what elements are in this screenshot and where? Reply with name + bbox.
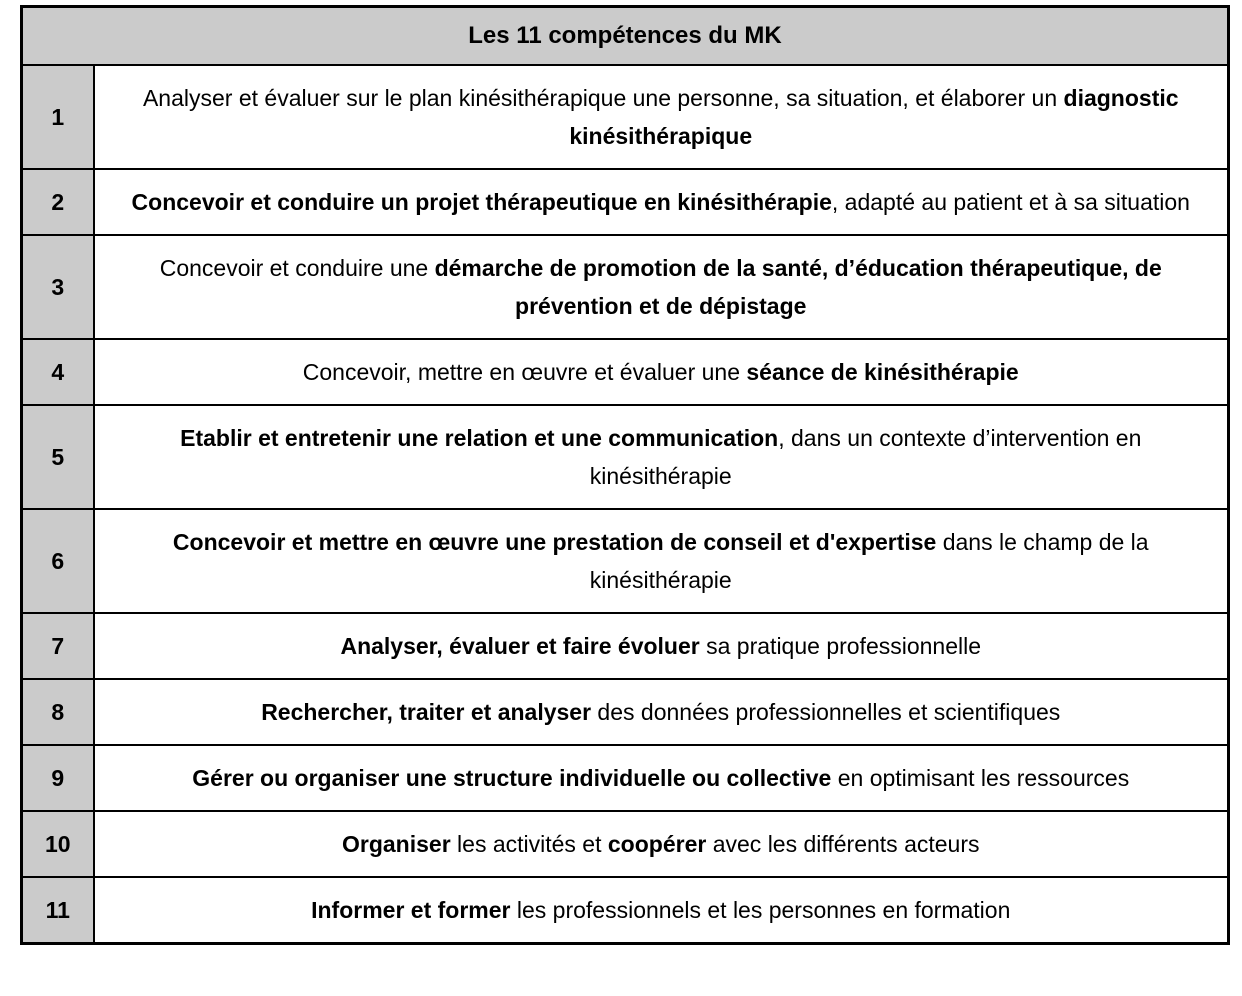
description-bold-segment: coopérer	[607, 831, 707, 857]
row-description	[94, 339, 1229, 405]
description-bold-segment: démarche de promotion de la santé, d’éducation thérapeutique, de prévention et de dépistage	[434, 255, 1162, 319]
description-text-segment: en optimisant les ressources	[831, 765, 1130, 791]
row-number: 2	[22, 169, 94, 235]
table-header	[22, 7, 1229, 66]
table-row	[22, 339, 1229, 405]
table-body	[22, 65, 1229, 944]
row-number: 4	[22, 339, 94, 405]
description-bold-segment: Gérer ou organiser une structure individuelle ou collective	[192, 765, 832, 791]
description-text-segment: Concevoir, mettre en œuvre et évaluer une	[302, 359, 747, 385]
row-description	[94, 169, 1229, 235]
row-number: 9	[22, 745, 94, 811]
description-bold-segment: Concevoir et mettre en œuvre une prestation de conseil et d'expertise	[172, 529, 937, 555]
row-number: 11	[22, 877, 94, 944]
row-description	[94, 509, 1229, 613]
description-bold-segment: Rechercher, traiter et analyser	[261, 699, 592, 725]
row-description	[94, 877, 1229, 944]
row-description	[94, 405, 1229, 509]
row-description	[94, 235, 1229, 339]
table-row	[22, 745, 1229, 811]
description-text-segment: dans le champ de la kinésithérapie	[589, 529, 1149, 593]
description-text-segment: avec les différents acteurs	[706, 831, 980, 857]
table-row	[22, 509, 1229, 613]
competences-table	[20, 5, 1230, 945]
row-number: 1	[22, 65, 94, 169]
row-number: 8	[22, 679, 94, 745]
description-bold-segment: Analyser, évaluer et faire évoluer	[340, 633, 700, 659]
table-row	[22, 235, 1229, 339]
table-row	[22, 405, 1229, 509]
row-description	[94, 679, 1229, 745]
table-row	[22, 65, 1229, 169]
row-number: 6	[22, 509, 94, 613]
table-title: Les 11 compétences du MK	[22, 7, 1229, 66]
row-number: 5	[22, 405, 94, 509]
description-bold-segment: Informer et former	[311, 897, 511, 923]
description-text-segment: les activités et	[450, 831, 608, 857]
description-text-segment: , adapté au patient et à sa situation	[831, 189, 1190, 215]
description-text-segment: , dans un contexte d’intervention en kinésithérapie	[589, 425, 1142, 489]
description-text-segment: Analyser et évaluer sur le plan kinésithérapique une personne, sa situation, et élaborer un	[142, 85, 1064, 111]
description-text-segment: sa pratique professionnelle	[699, 633, 982, 659]
description-bold-segment: Concevoir et conduire un projet thérapeutique en kinésithérapie	[131, 189, 832, 215]
row-number: 3	[22, 235, 94, 339]
table-row	[22, 679, 1229, 745]
row-description	[94, 65, 1229, 169]
description-text-segment: des données professionnelles et scientifiques	[591, 699, 1061, 725]
table-row	[22, 877, 1229, 944]
description-bold-segment: diagnostic kinésithérapique	[569, 85, 1179, 149]
description-bold-segment: Etablir et entretenir une relation et une communication	[180, 425, 779, 451]
row-number: 7	[22, 613, 94, 679]
title-row	[22, 7, 1229, 66]
row-description	[94, 745, 1229, 811]
row-description	[94, 811, 1229, 877]
description-text-segment: les professionnels et les personnes en formation	[510, 897, 1011, 923]
table-row	[22, 811, 1229, 877]
description-bold-segment: Organiser	[342, 831, 451, 857]
description-text-segment: Concevoir et conduire une	[159, 255, 435, 281]
row-number: 10	[22, 811, 94, 877]
table-row	[22, 613, 1229, 679]
table-row	[22, 169, 1229, 235]
row-description	[94, 613, 1229, 679]
description-bold-segment: séance de kinésithérapie	[746, 359, 1019, 385]
